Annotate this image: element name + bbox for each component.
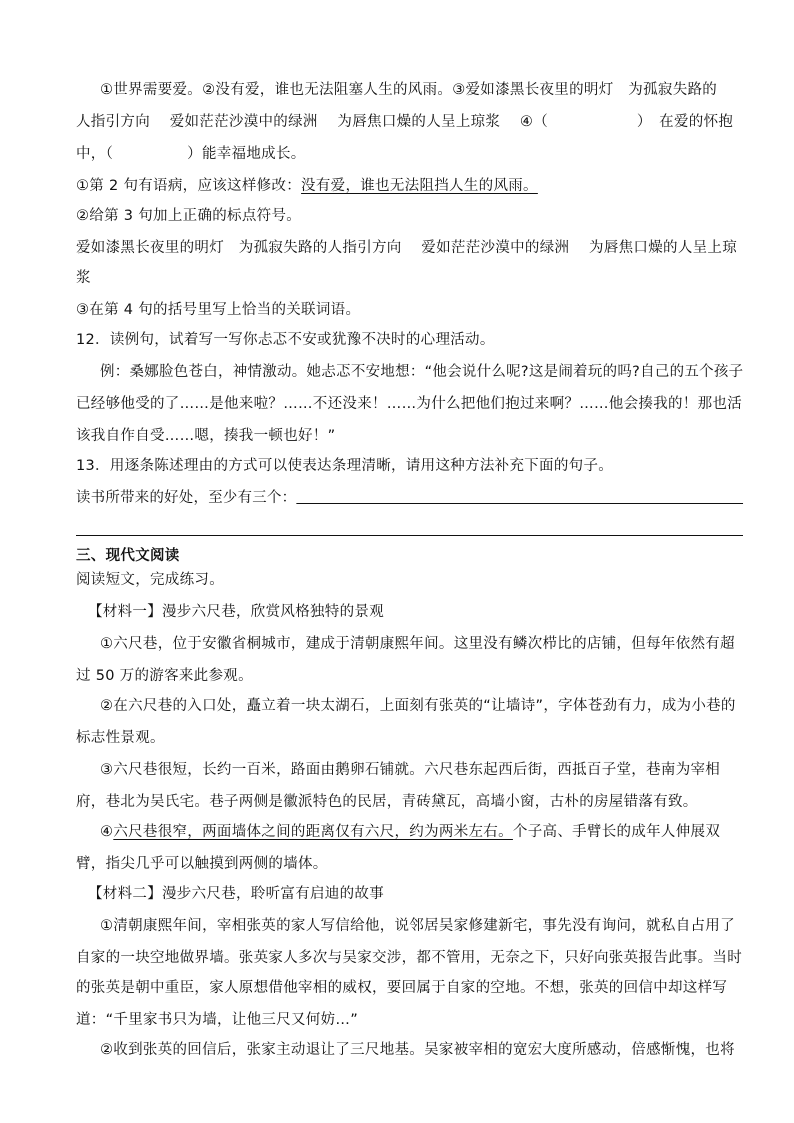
q11-sub1-prompt: ①第 2 句有语病，应该这样修改： — [76, 178, 302, 194]
q13-prompt-text: 读书所带来的好处，至少有三个： — [76, 490, 297, 506]
m1-p4-number: ④ — [100, 824, 114, 840]
q11-passage-line-3: 中，（ ）能幸福地成长。 — [76, 146, 306, 162]
q12-example-line-1: 例：桑娜脸色苍白，神情激动。她忐忑不安地想：“他会说什么呢?这是闹着玩的吗?自己的五个孩子 — [100, 364, 744, 380]
material1-title: 【材料一】漫步六尺巷，欣赏风格独特的景观 — [88, 604, 384, 620]
m1-p4-rest: 个子高、手臂长的成年人伸展双 — [512, 824, 721, 840]
q13-answer-blank[interactable] — [296, 489, 743, 504]
q13-title: 13．用逐条陈述理由的方式可以使表达条理清晰，请用这种方法补充下面的句子。 — [76, 458, 614, 474]
q11-sub1 — [76, 176, 538, 196]
q11-sub3: ③在第 4 句的括号里写上恰当的关联词语。 — [76, 302, 361, 318]
m2-p2-line-1: ②收到张英的回信后，张家主动退让了三尺地基。吴家被宰相的宽宏大度所感动，倍感惭愧，也将 — [100, 1042, 735, 1058]
section3-heading: 三、现代文阅读 — [76, 548, 180, 564]
m2-p1-line-3: 的张英是朝中重臣，家人原想借他宰相的威权，要回属于自家的空地。不想，张英的回信中却这样写 — [76, 980, 728, 996]
m1-p4-underlined-sentence: 六尺巷很窄，两面墙体之间的距离仅有六尺，约为两米左右。 — [113, 824, 513, 840]
m1-p4-line-1 — [100, 822, 720, 842]
m1-p2-line-2: 标志性景观。 — [76, 730, 165, 746]
m1-p1-line-1: ①六尺巷，位于安徽省桐城市，建成于清朝康熙年间。这里没有鳞次栉比的店铺，但每年依然有超 — [100, 636, 735, 652]
q12-example-line-2: 已经够他受的了……是他来啦？……不还没来！……为什么把他们抱过来啊？……他会揍我的！那也活 — [76, 396, 742, 412]
q11-sub2-answer-line-1: 爱如漆黑长夜里的明灯 为孤寂失路的人指引方向 爱如茫茫沙漠中的绿洲 为唇焦口燥的人呈上琼 — [76, 240, 738, 256]
section3-instruction: 阅读短文，完成练习。 — [76, 572, 224, 588]
m1-p3-line-1: ③六尺巷很短，长约一百米，路面由鹅卵石铺就。六尺巷东起西后街，西抵百子堂，巷南为宰相 — [100, 762, 721, 778]
q11-sub2-answer-line-2: 浆 — [76, 270, 91, 286]
q11-sub2: ②给第 3 句加上正确的标点符号。 — [76, 208, 302, 224]
m1-p2-line-1: ②在六尺巷的入口处，矗立着一块太湖石，上面刻有张英的“让墙诗”，字体苍劲有力，成为小巷的 — [100, 698, 736, 714]
m2-p1-line-4: 道：“千里家书只为墙，让他三尺又何妨…” — [76, 1012, 359, 1028]
q12-example-line-3: 该我自作自受……嗯，揍我一顿也好！” — [76, 428, 336, 444]
m1-p1-line-2: 过 50 万的游客来此参观。 — [76, 668, 253, 684]
m1-p4-line-2: 臂，指尖几乎可以触摸到两侧的墙体。 — [76, 856, 328, 872]
q12-title: 12．读例句，试着写一写你忐忑不安或犹豫不决时的心理活动。 — [76, 332, 495, 348]
m2-p1-line-2: 自家的一块空地做界墙。张英家人多次与吴家交涉，都不管用，无奈之下，只好向张英报告此事。当时 — [76, 950, 742, 966]
material2-title: 【材料二】漫步六尺巷，聆听富有启迪的故事 — [88, 886, 384, 902]
q13-answer-line-2[interactable] — [76, 535, 743, 536]
q11-sub1-answer: 没有爱，谁也无法阻挡人生的风雨。 — [301, 178, 538, 194]
q11-passage-line-1: ①世界需要爱。②没有爱，谁也无法阻塞人生的风雨。③爱如漆黑长夜里的明灯 为孤寂失路的 — [100, 82, 718, 98]
m1-p3-line-2: 府，巷北为吴氏宅。巷子两侧是徽派特色的民居，青砖黛瓦，高墙小窗，古朴的房屋错落有致。 — [76, 794, 698, 810]
q11-passage-line-2: 人指引方向 爱如茫茫沙漠中的绿洲 为唇焦口燥的人呈上琼浆 ④（ ） 在爱的怀抱 — [76, 114, 734, 130]
q13-prompt — [76, 488, 743, 508]
m2-p1-line-1: ①清朝康熙年间，宰相张英的家人写信给他，说邻居吴家修建新宅，事先没有询问，就私自占用了 — [100, 918, 735, 934]
